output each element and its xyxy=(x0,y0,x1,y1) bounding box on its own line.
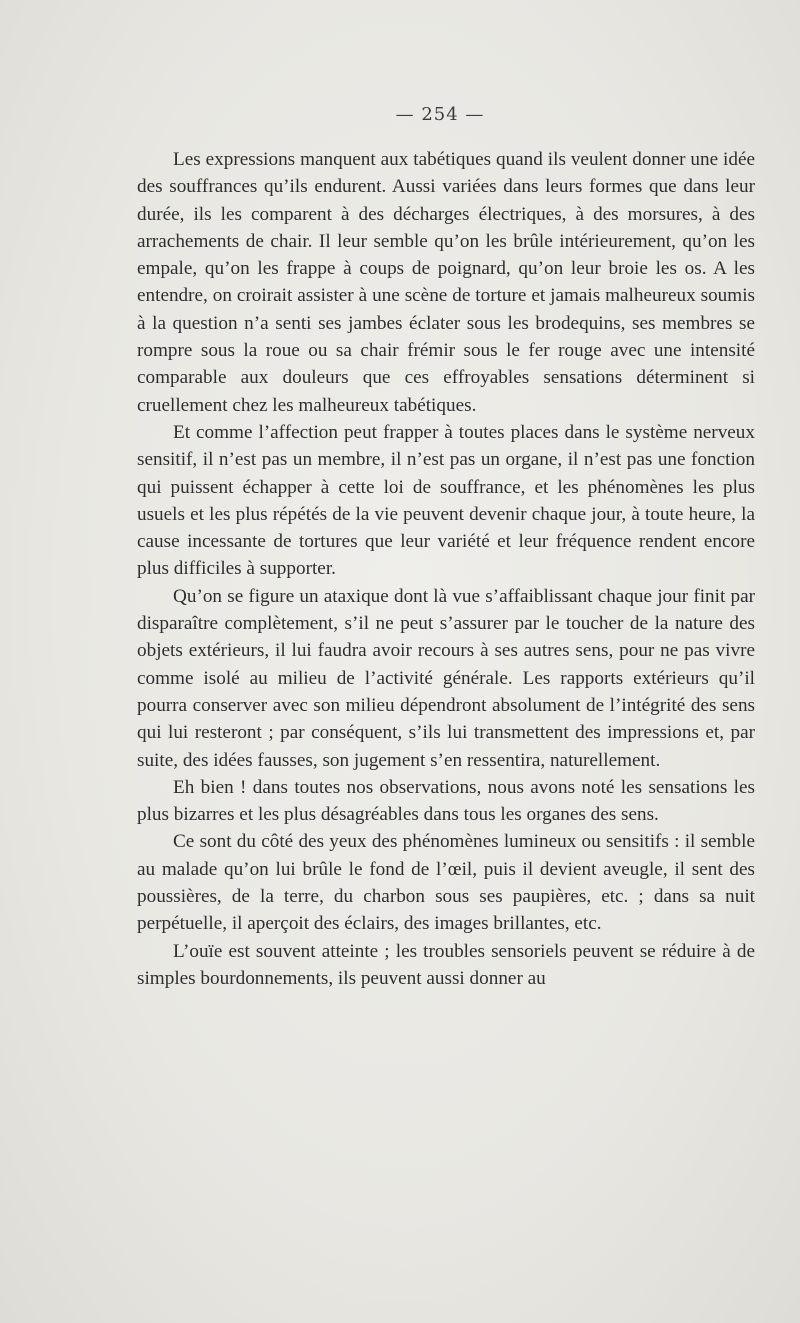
paragraph: Les expressions manquent aux tabétiques quand ils veulent donner une idée des souffrances qu’ils endurent. Aussi variées dans leurs formes que dans leur durée, ils les comparent à des décharges électriques, à des morsures, à des arrachements de chair. Il leur semble qu’on les brûle intérieurement, qu’on les empale, qu’on les frappe à coups de poignard, qu’on leur broie les os. A les entendre, on croirait assister à une scène de torture et jamais malheureux soumis à la question n’a senti ses jambes éclater sous les brodequins, ses membres se rompre sous la roue ou sa chair frémir sous le fer rouge avec une intensité comparable aux douleurs que ces effroyables sensations déterminent si cruellement chez les malheureux tabétiques. xyxy=(137,149,755,416)
paragraph: Eh bien ! dans toutes nos observations, nous avons noté les sensations les plus bizarres et les plus désagréables dans tous les organes des sens. xyxy=(137,776,755,826)
paragraph: Et comme l’affection peut frapper à toutes places dans le système nerveux sensitif, il n’est pas un membre, il n’est pas un organe, il n’est pas une fonction qui puissent échapper à cette loi de souffrance, et les phénomènes les plus usuels et les plus répétés de la vie peuvent devenir chaque jour, à toute heure, la cause incessante de tortures que leur variété et leur fréquence rendent encore plus difficiles à supporter. xyxy=(137,421,755,580)
paragraph: L’ouïe est souvent atteinte ; les troubles sensoriels peuvent se réduire à de simples bourdonnements, ils peuvent aussi donner au xyxy=(137,940,755,989)
page-number: — 254 — xyxy=(395,104,485,125)
paragraph: Qu’on se figure un ataxique dont là vue s’affaiblissant chaque jour finit par disparaître complètement, s’il ne peut s’assurer par le toucher de la nature des objets extérieurs, il lui faudra avoir recours à ses autres sens, pour ne pas vivre comme isolé au milieu de l’activité générale. Les rapports extérieurs qu’il pourra conserver avec son milieu dépendront absolument de l’intégrité des sens qui lui resteront ; par conséquent, s’ils lui transmettent des impressions et, par suite, des idées fausses, son jugement s’en ressentira, naturellement. xyxy=(137,585,755,771)
body-text xyxy=(137,146,755,992)
paragraph: Ce sont du côté des yeux des phénomènes lumineux ou sensitifs : il semble au malade qu’on lui brûle le fond de l’œil, puis il devient aveugle, il sent des poussières, de la terre, du charbon sous ses paupières, etc. ; dans sa nuit perpétuelle, il aperçoit des éclairs, des images brillantes, etc. xyxy=(137,831,755,935)
